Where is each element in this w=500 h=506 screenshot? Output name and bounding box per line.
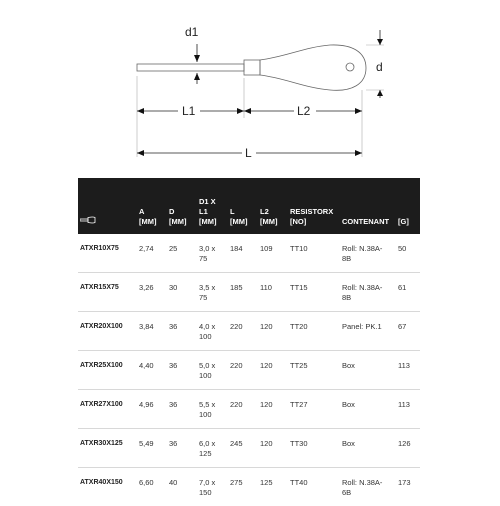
header-l: L [MM]	[228, 178, 258, 234]
l2-arrow-left	[244, 108, 251, 114]
screwdriver-handle	[260, 45, 366, 90]
cell-g: 113	[396, 351, 420, 390]
cell-a: 3,84	[137, 312, 167, 351]
cell-d: 25	[167, 234, 197, 273]
cell-ref: ATXR10X75	[78, 234, 137, 273]
l2-arrow-right	[355, 108, 362, 114]
table-row	[78, 468, 420, 506]
table-row	[78, 312, 420, 351]
cell-a: 6,60	[137, 468, 167, 506]
cell-g: 61	[396, 273, 420, 312]
header-d: D [MM]	[167, 178, 197, 234]
cell-contenant: Roll: N.38A- 6B	[340, 468, 396, 506]
cell-a: 4,40	[137, 351, 167, 390]
cell-l2: 109	[258, 234, 288, 273]
cell-contenant: Box	[340, 429, 396, 468]
cell-d: 36	[167, 312, 197, 351]
cell-d1l1: 4,0 x 100	[197, 312, 228, 351]
cell-g: 173	[396, 468, 420, 506]
cell-d: 36	[167, 390, 197, 429]
cell-l2: 110	[258, 273, 288, 312]
cell-resistorx: TT20	[288, 312, 340, 351]
cell-resistorx: TT30	[288, 429, 340, 468]
cell-l: 220	[228, 351, 258, 390]
cell-a: 2,74	[137, 234, 167, 273]
cell-resistorx: TT15	[288, 273, 340, 312]
l-label: L	[245, 146, 252, 160]
cell-g: 50	[396, 234, 420, 273]
cell-l: 185	[228, 273, 258, 312]
d-arrow-bottom	[377, 90, 383, 96]
cell-d1l1: 3,0 x 75	[197, 234, 228, 273]
l1-arrow-right	[237, 108, 244, 114]
cell-l2: 125	[258, 468, 288, 506]
header-resistorx: RESISTORX [NO]	[288, 178, 340, 234]
table-row	[78, 351, 420, 390]
cell-d: 40	[167, 468, 197, 506]
cell-d1l1: 5,5 x 100	[197, 390, 228, 429]
cell-contenant: Roll: N.38A- 8B	[340, 234, 396, 273]
cell-resistorx: TT10	[288, 234, 340, 273]
cell-ref: ATXR27X100	[78, 390, 137, 429]
cell-d: 30	[167, 273, 197, 312]
cell-contenant: Box	[340, 351, 396, 390]
cell-d1l1: 3,5 x 75	[197, 273, 228, 312]
cell-resistorx: TT25	[288, 351, 340, 390]
cell-l2: 120	[258, 429, 288, 468]
header-a: A [MM]	[137, 178, 167, 234]
header-contenant: CONTENANT	[340, 178, 396, 234]
d-label: d	[376, 60, 383, 74]
cell-l: 184	[228, 234, 258, 273]
table-row	[78, 273, 420, 312]
cell-resistorx: TT40	[288, 468, 340, 506]
cell-contenant: Box	[340, 390, 396, 429]
cell-l: 220	[228, 390, 258, 429]
l1-arrow-left	[137, 108, 144, 114]
header-l2: L2 [MM]	[258, 178, 288, 234]
l2-label: L2	[297, 104, 311, 118]
cell-g: 126	[396, 429, 420, 468]
cell-ref: ATXR40X150	[78, 468, 137, 506]
cell-l: 220	[228, 312, 258, 351]
header-reference-icon-cell	[78, 178, 137, 234]
l-arrow-right	[355, 150, 362, 156]
table-row	[78, 429, 420, 468]
cell-ref: ATXR30X125	[78, 429, 137, 468]
handle-hanging-hole	[346, 63, 354, 71]
cell-ref: ATXR15X75	[78, 273, 137, 312]
cell-l: 245	[228, 429, 258, 468]
cell-a: 4,96	[137, 390, 167, 429]
cell-d: 36	[167, 351, 197, 390]
cell-a: 3,26	[137, 273, 167, 312]
screwdriver-shaft	[137, 64, 244, 71]
product-spec-table	[78, 178, 420, 506]
table-body	[78, 234, 420, 506]
d-arrow-top	[377, 39, 383, 45]
cell-ref: ATXR25X100	[78, 351, 137, 390]
cell-l2: 120	[258, 312, 288, 351]
cell-d1l1: 5,0 x 100	[197, 351, 228, 390]
cell-l: 275	[228, 468, 258, 506]
cell-l2: 120	[258, 351, 288, 390]
screwdriver-icon	[80, 216, 96, 224]
cell-d: 36	[167, 429, 197, 468]
l-arrow-left	[137, 150, 144, 156]
cell-g: 67	[396, 312, 420, 351]
cell-contenant: Roll: N.38A- 8B	[340, 273, 396, 312]
table-header-row	[78, 178, 420, 234]
table-row	[78, 390, 420, 429]
cell-l2: 120	[258, 390, 288, 429]
cell-d1l1: 7,0 x 150	[197, 468, 228, 506]
cell-a: 5,49	[137, 429, 167, 468]
cell-g: 113	[396, 390, 420, 429]
cell-resistorx: TT27	[288, 390, 340, 429]
table-row	[78, 234, 420, 273]
d1-label: d1	[185, 25, 199, 39]
d1-arrow-bottom	[194, 73, 200, 80]
screwdriver-drawing	[0, 0, 500, 178]
d1-arrow-top	[194, 55, 200, 62]
screwdriver-ferrule	[244, 60, 260, 75]
l1-label: L1	[182, 104, 196, 118]
header-d1-l1: D1 X L1 [MM]	[197, 178, 228, 234]
header-weight: [G]	[396, 178, 420, 234]
cell-ref: ATXR20X100	[78, 312, 137, 351]
cell-contenant: Panel: PK.1	[340, 312, 396, 351]
cell-d1l1: 6,0 x 125	[197, 429, 228, 468]
